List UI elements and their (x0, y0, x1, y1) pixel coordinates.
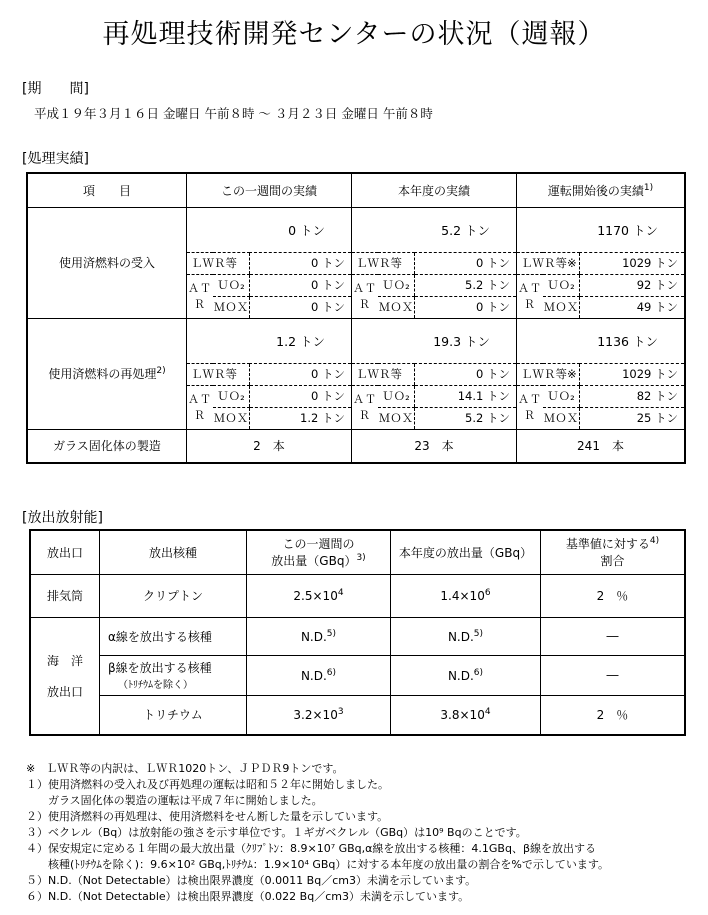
period-heading: [期 間] (22, 81, 89, 97)
sea-outlet-label: 海 洋 放出口 (30, 617, 100, 735)
glass-label: ガラス固化体の製造 (27, 429, 187, 463)
col-year: 本年度の実績 (352, 173, 517, 207)
row-alpha (30, 617, 685, 655)
tritium-year: $3.8\times 10^4$ (391, 695, 541, 735)
note-line: ※ ＬＷＲ等の内訳は、ＬＷＲ1020トン、ＪＰＤＲ9トンです。 (26, 762, 344, 775)
tritium-week: $3.2\times 10^3$ (247, 695, 391, 735)
receive-label: 使用済燃料の受入 (27, 207, 187, 318)
row-reprocess (27, 318, 685, 429)
stack-label: 排気筒 (30, 574, 100, 617)
receive-all: 1170 トン ＬＷＲ等※ 1029 トン ＡＴＲ ＵＯ₂ 92 トン ＭＯＸ 49 トン (517, 207, 686, 318)
krypton-label: クリプトン (100, 574, 247, 617)
tritium-label: トリチウム (100, 695, 247, 735)
col-year-release: 本年度の放出量（GBq） (391, 530, 541, 574)
row-krypton (30, 574, 685, 617)
krypton-week: $2.5\times 10^4$ (247, 574, 391, 617)
reprocess-week: 1.2 トン ＬＷＲ等 0 トン ＡＴＲ ＵＯ₂ 0 トン ＭＯＸ 1.2 トン (187, 318, 352, 429)
beta-ratio: ― (541, 655, 686, 695)
row-tritium (30, 695, 685, 735)
note-line: ６）N.D.（Not Detectable）は検出限界濃度（0.022 Bq／cm3）未満を示しています。 (26, 890, 470, 903)
col-week-release: この一週間の 放出量（GBq）$^{3)}$ (247, 530, 391, 574)
reprocess-all: 1136 トン ＬＷＲ等※ 1029 トン ＡＴＲ ＵＯ₂ 82 トン ＭＯＸ 25 トン (517, 318, 686, 429)
col-total: 運転開始後の実績$^{1)}$ (517, 173, 686, 207)
page-title: 再処理技術開発センターの状況（週報） (102, 19, 606, 50)
col-item: 項 目 (27, 173, 187, 207)
row-beta (30, 655, 685, 695)
alpha-ratio: ― (541, 617, 686, 655)
release-table (29, 529, 686, 736)
reprocess-year: 19.3 トン ＬＷＲ等 0 トン ＡＴＲ ＵＯ₂ 14.1 トン ＭＯＸ 5.2 トン (352, 318, 517, 429)
glass-all: 241 本 (517, 429, 686, 463)
beta-year: N.D.$^{6)}$ (391, 655, 541, 695)
note-line: ５）N.D.（Not Detectable）は検出限界濃度（0.0011 Bq／cm3）未満を示しています。 (26, 874, 477, 887)
krypton-year: $1.4\times 10^6$ (391, 574, 541, 617)
period-text: 平成１９年３月１６日 金曜日 午前８時 〜 ３月２３日 金曜日 午前８時 (34, 106, 433, 121)
note-line: １）使用済燃料の受入れ及び再処理の運転は昭和５２年に開始しました。 (26, 778, 389, 791)
receive-year: 5.2 トン ＬＷＲ等 0 トン ＡＴＲ ＵＯ₂ 5.2 トン ＭＯＸ 0 トン (352, 207, 517, 318)
alpha-label: α線を放出する核種 (100, 617, 247, 655)
note-line: ２）使用済燃料の再処理は、使用済燃料をせん断した量を示しています。 (26, 810, 389, 823)
row-glass (27, 429, 685, 463)
col-outlet: 放出口 (30, 530, 100, 574)
release-header-row (30, 530, 685, 574)
glass-week: 2 本 (187, 429, 352, 463)
processing-heading: [処理実績] (22, 151, 89, 167)
release-heading: [放出放射能] (22, 510, 103, 526)
alpha-year: N.D.$^{5)}$ (391, 617, 541, 655)
note-line: ４）保安規定に定める１年間の最大放出量（ｸﾘﾌﾟﾄﾝ：8.9×10⁷ GBq,α線を放出する核種：4.1GBq、β線を放出する (26, 842, 596, 855)
col-nuclide: 放出核種 (100, 530, 247, 574)
beta-label: β線を放出する核種 （ﾄﾘﾁｳﾑを除く） (100, 655, 247, 695)
receive-week: 0 トン ＬＷＲ等 0 トン ＡＴＲ ＵＯ₂ 0 トン ＭＯＸ 0 トン (187, 207, 352, 318)
col-ratio: 基準値に対する$^{4)}$ 割合 (541, 530, 686, 574)
note-line: 核種(ﾄﾘﾁｳﾑを除く)：9.6×10² GBq,ﾄﾘﾁｳﾑ：1.9×10⁴ GBq）に対する本年度の放出量の割合を%で示しています。 (26, 858, 609, 871)
processing-header-row (27, 173, 685, 207)
beta-week: N.D.$^{6)}$ (247, 655, 391, 695)
note-line: ガラス固化体の製造の運転は平成７年に開始しました。 (26, 794, 323, 807)
note-line: ３）ベクレル（Bq）は放射能の強さを示す単位です。１ギガベクレル（GBq）は10⁹ Bqのことです。 (26, 826, 527, 839)
glass-year: 23 本 (352, 429, 517, 463)
krypton-ratio: 2 ％ (541, 574, 686, 617)
processing-table (26, 172, 686, 464)
row-receive (27, 207, 685, 318)
reprocess-label: 使用済燃料の再処理$^{2)}$ (27, 318, 187, 429)
col-week: この一週間の実績 (187, 173, 352, 207)
alpha-week: N.D.$^{5)}$ (247, 617, 391, 655)
tritium-ratio: 2 ％ (541, 695, 686, 735)
